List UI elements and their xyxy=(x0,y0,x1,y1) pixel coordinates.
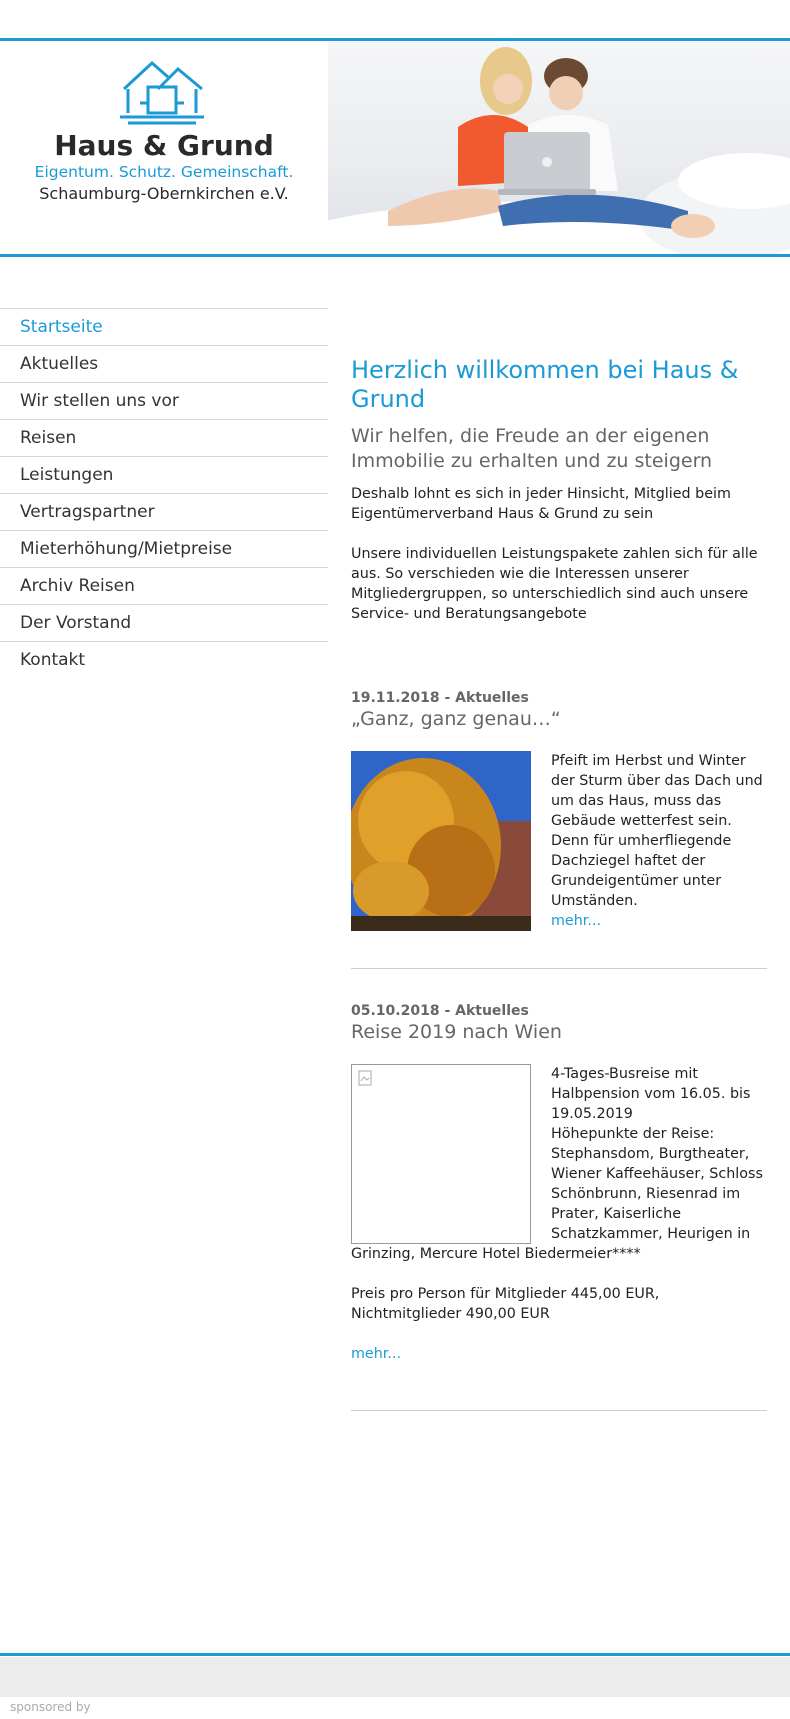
brand-name: Haus & Grund xyxy=(54,129,274,162)
article-title[interactable]: „Ganz, ganz genau…“ xyxy=(351,708,561,730)
article-divider xyxy=(351,968,767,969)
brand-tagline: Eigentum. Schutz. Gemeinschaft. xyxy=(34,163,294,181)
article-divider xyxy=(351,1410,767,1411)
header-bottom-line xyxy=(0,254,790,257)
logo[interactable] xyxy=(0,41,328,254)
welcome-text-1: Deshalb lohnt es sich in jeder Hinsicht, Mitglied beim Eigentümerverband Haus & Grund zu sein xyxy=(351,486,731,522)
read-more-link[interactable]: mehr... xyxy=(351,1346,401,1362)
nav-item-vorstand[interactable]: Der Vorstand xyxy=(0,604,328,641)
hero-image xyxy=(328,41,790,254)
main-nav xyxy=(0,308,328,678)
article-title[interactable]: Reise 2019 nach Wien xyxy=(351,1021,562,1043)
nav-item-mieterhoehung[interactable]: Mieterhöhung/Mietpreise xyxy=(0,530,328,567)
news-article xyxy=(351,689,767,931)
house-logo-icon xyxy=(118,59,206,125)
news-article xyxy=(351,1002,767,1364)
page-title: Herzlich willkommen bei Haus & Grund xyxy=(351,356,739,413)
nav-item-archiv-reisen[interactable]: Archiv Reisen xyxy=(0,567,328,604)
sponsored-by-text: sponsored by xyxy=(10,1700,91,1714)
read-more-link[interactable]: mehr... xyxy=(551,913,601,929)
footer xyxy=(0,1657,790,1697)
welcome-text-2: Unsere individuellen Leistungspakete zahlen sich für alle aus. So verschieden wie die Interessen unserer Mitgliedergruppen, so unterschiedlich sind auch unsere Service- und Beratungsangebote xyxy=(351,546,758,622)
nav-item-wir-stellen-uns-vor[interactable]: Wir stellen uns vor xyxy=(0,382,328,419)
article-meta: 19.11.2018 - Aktuelles xyxy=(351,690,529,706)
brand-location: Schaumburg-Obernkirchen e.V. xyxy=(39,184,289,203)
article-thumbnail[interactable] xyxy=(351,1064,531,1244)
nav-item-vertragspartner[interactable]: Vertragspartner xyxy=(0,493,328,530)
article-body-price: Preis pro Person für Mitglieder 445,00 EUR, Nichtmitglieder 490,00 EUR xyxy=(351,1286,660,1322)
nav-item-leistungen[interactable]: Leistungen xyxy=(0,456,328,493)
nav-item-startseite[interactable]: Startseite xyxy=(0,308,328,345)
nav-item-kontakt[interactable]: Kontakt xyxy=(0,641,328,678)
welcome-section xyxy=(351,356,767,624)
article-meta: 05.10.2018 - Aktuelles xyxy=(351,1003,529,1019)
broken-image-icon xyxy=(358,1070,372,1086)
footer-top-line xyxy=(0,1653,790,1656)
article-body-dates: 4-Tages-Busreise mit Halbpension vom 16.05. bis 19.05.2019 xyxy=(551,1066,751,1122)
nav-item-aktuelles[interactable]: Aktuelles xyxy=(0,345,328,382)
nav-item-reisen[interactable]: Reisen xyxy=(0,419,328,456)
article-body: Pfeift im Herbst und Winter der Sturm über das Dach und um das Haus, muss das Gebäude wetterfest sein. Denn für umherfliegende Dachziegel haftet der Grundeigentümer unter Umständen. xyxy=(551,753,763,909)
page-subtitle: Wir helfen, die Freude an der eigenen Immobilie zu erhalten und zu steigern xyxy=(351,425,713,472)
article-body-highlights: Höhepunkte der Reise: Stephansdom, Burgtheater, Wiener Kaffeehäuser, Schloss Schönbrunn, Riesenrad im Prater, Kaiserliche Schatzkammer, Heurigen in Grinzing, Mercure Hotel Biedermeier**** xyxy=(351,1126,763,1262)
article-thumbnail[interactable] xyxy=(351,751,531,931)
